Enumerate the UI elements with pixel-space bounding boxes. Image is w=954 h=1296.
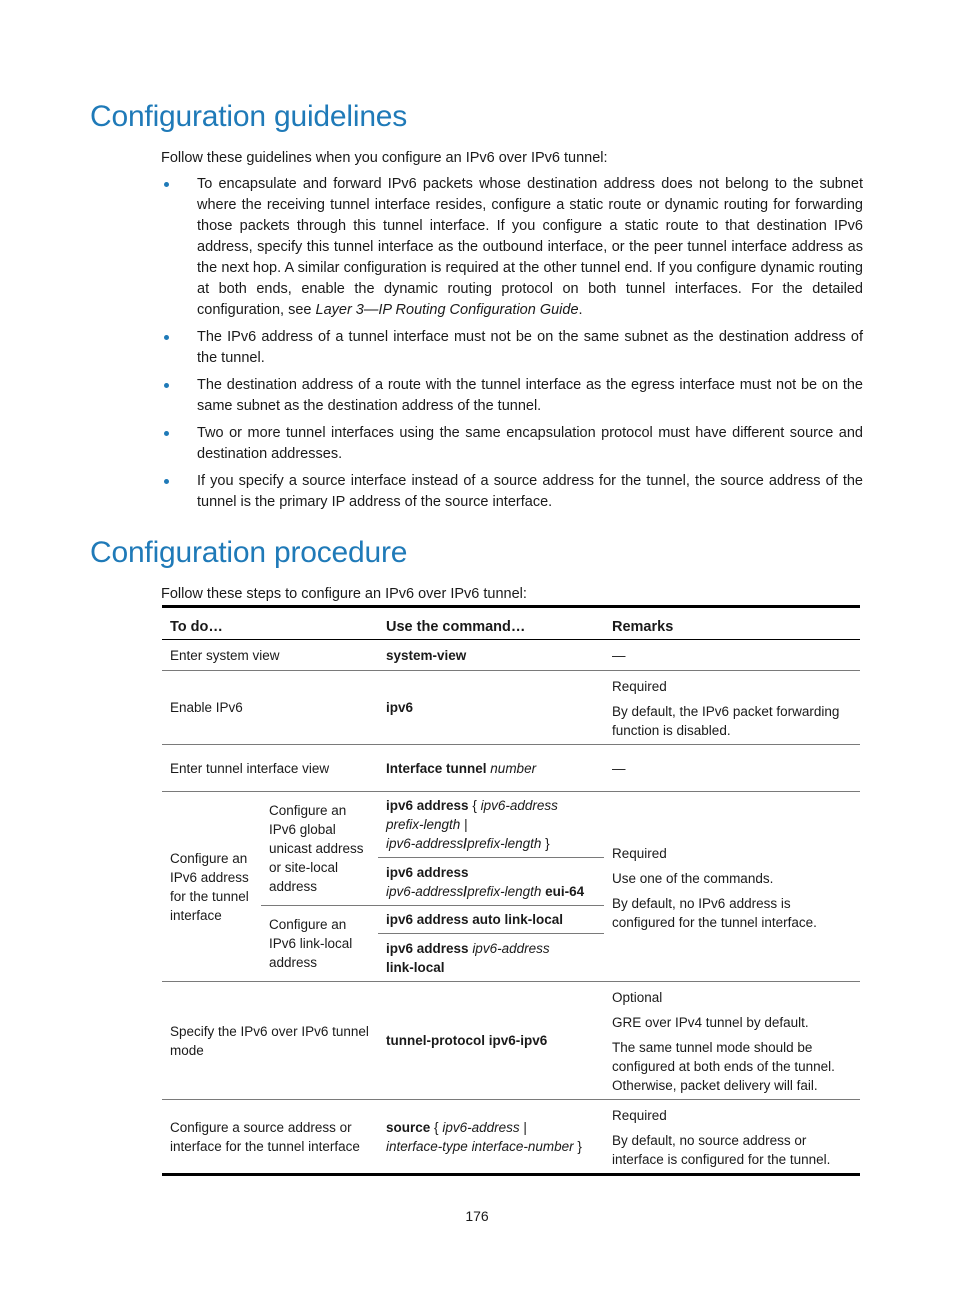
list-item: Two or more tunnel interfaces using the same encapsulation protocol must have different source and destination addresses.	[161, 423, 863, 465]
header-todo: To do…	[162, 607, 378, 640]
table-row: Enable IPv6 ipv6 Required By default, the IPv6 packet forwarding function is disabled.	[162, 671, 860, 745]
page-number: 176	[465, 1208, 489, 1224]
bullet-icon	[164, 335, 169, 340]
list-item: If you specify a source interface instead of a source address for the tunnel, the source address of the tunnel is the primary IP address of the source interface.	[161, 471, 863, 513]
command-cell: source { ipv6-address | interface-type interface-number }	[386, 1119, 582, 1154]
command-cell: tunnel-protocol ipv6-ipv6	[378, 982, 604, 1100]
procedure-table	[162, 605, 860, 1176]
command-cell: ipv6	[378, 671, 604, 745]
table-row: Enter tunnel interface view Interface tunnel number —	[162, 745, 860, 792]
bullet-icon	[164, 479, 169, 484]
table-row: Enter system view system-view —	[162, 640, 860, 671]
command-cell: system-view	[378, 640, 604, 671]
table-row: Configure a source address or interface for the tunnel interface source { ipv6-address | interface-type interface-number } Required By default, no source address or interface is configured for the tunnel.	[162, 1100, 860, 1175]
section-title-guidelines: Configuration guidelines	[90, 100, 408, 133]
remarks-cell: Required By default, no source address or interface is configured for the tunnel.	[612, 1108, 831, 1167]
table-row: Specify the IPv6 over IPv6 tunnel mode tunnel-protocol ipv6-ipv6 Optional GRE over IPv4 tunnel by default. The same tunnel mode should be configured at both ends of the tunnel. Otherwise, packet delivery will fail.	[162, 982, 860, 1100]
remarks-cell: Required Use one of the commands. By default, no IPv6 address is configured for the tunnel interface.	[604, 792, 860, 982]
command-cell: ipv6 address ipv6-address/prefix-length eui-64	[378, 858, 604, 906]
procedure-intro: Follow these steps to configure an IPv6 over IPv6 tunnel:	[161, 586, 527, 602]
command-cell: ipv6 address { ipv6-address prefix-length | ipv6-address/prefix-length }	[378, 792, 604, 858]
remarks-cell: Optional GRE over IPv4 tunnel by default. The same tunnel mode should be configured at both ends of the tunnel. Otherwise, packet delivery will fail.	[604, 982, 860, 1100]
list-item: The IPv6 address of a tunnel interface must not be on the same subnet as the destination address of the tunnel.	[161, 327, 863, 369]
bullet-icon	[164, 182, 169, 187]
list-item: To encapsulate and forward IPv6 packets whose destination address does not belong to the subnet where the receiving tunnel interface resides, configure a static route or dynamic routing for forwarding those packets through this tunnel interface. If you configure a static route to that destination IPv6 address, specify this tunnel interface as the outbound interface, or the peer tunnel interface address as the next hop. A similar configuration is required at the other tunnel end. If you configure dynamic routing at both ends, enable the dynamic routing protocol on both tunnel interfaces. For the detailed configuration, see Layer 3—IP Routing Configuration Guide.	[161, 174, 863, 321]
command-cell: Interface tunnel number	[378, 745, 604, 792]
guide-reference: Layer 3—IP Routing Configuration Guide	[315, 302, 579, 318]
header-command: Use the command…	[378, 607, 604, 640]
command-cell: ipv6 address auto link-local	[378, 906, 604, 934]
guidelines-intro: Follow these guidelines when you configure an IPv6 over IPv6 tunnel:	[161, 150, 608, 166]
table-row: Configure an IPv6 address for the tunnel interface Configure an IPv6 global unicast address or site-local address ipv6 address { ipv6-address prefix-length | ipv6-address/prefix-length } Required Use one of the commands. By default, no IPv6 address is configured for the tunnel interface.	[162, 792, 860, 858]
command-cell: ipv6 address ipv6-address link-local	[378, 934, 604, 982]
remarks-cell: Required By default, the IPv6 packet forwarding function is disabled.	[604, 671, 860, 745]
bullet-icon	[164, 431, 169, 436]
list-item: The destination address of a route with the tunnel interface as the egress interface must not be on the same subnet as the destination address of the tunnel.	[161, 375, 863, 417]
guidelines-list	[161, 174, 863, 519]
table-header-row	[162, 607, 860, 640]
header-remarks: Remarks	[604, 607, 860, 640]
bullet-icon	[164, 383, 169, 388]
table-row: Configure an IPv6 link-local address ipv6 address auto link-local	[162, 906, 860, 934]
section-title-procedure: Configuration procedure	[90, 536, 408, 569]
